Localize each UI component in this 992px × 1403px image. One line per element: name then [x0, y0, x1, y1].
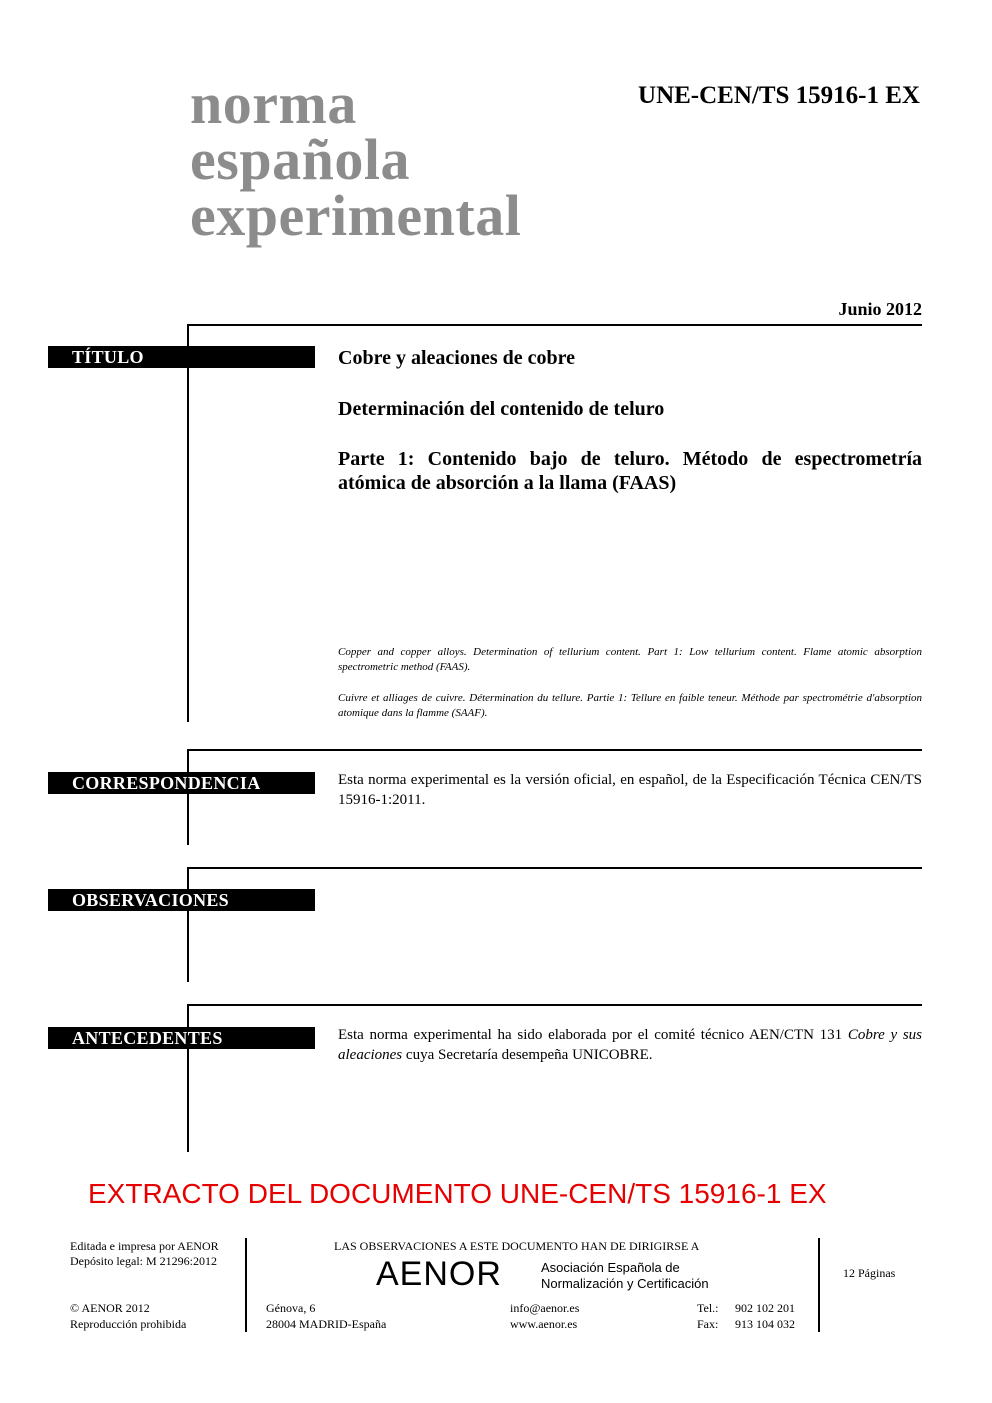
footer-fax: 913 104 032: [735, 1317, 795, 1331]
section-vrule-correspondencia: [187, 749, 189, 845]
footer-tel: 902 102 201: [735, 1301, 795, 1315]
english-title: Copper and copper alloys. Determination of tellurium content. Part 1: Low tellurium content. Flame atomic absorption spectrometric method (FAAS).: [338, 646, 922, 673]
footer-web[interactable]: www.aenor.es: [510, 1317, 578, 1331]
section-label-observaciones-text: OBSERVACIONES: [72, 890, 229, 910]
title-line-2: española: [190, 127, 410, 192]
antecedentes-text-a: Esta norma experimental ha sido elaborada por el comité técnico AEN/CTN 131: [338, 1027, 848, 1043]
antecedentes-text: [338, 1025, 922, 1065]
section-vrule-titulo: [187, 324, 189, 722]
aenor-subtitle-line-1: Asociación Española de: [541, 1260, 680, 1275]
title-line-part1: Parte 1: Contenido bajo de teluro. Método de espectrometría atómica de absorción a la llama (FAAS): [338, 448, 922, 494]
footer-address-2: 28004 MADRID-España: [266, 1317, 387, 1331]
footer-divider-left: [245, 1238, 247, 1332]
section-label-antecedentes: [48, 1027, 315, 1049]
footer-address-1: Génova, 6: [266, 1301, 316, 1315]
correspondencia-text: Esta norma experimental es la versión oficial, en español, de la Especificación Técnica CEN/TS 15916-1:2011.: [338, 772, 922, 808]
footer-reproduccion: Reproducción prohibida: [70, 1317, 187, 1331]
footer-edited: Editada e impresa por AENOR: [70, 1239, 219, 1253]
title-line-3: experimental: [190, 183, 522, 248]
section-rule-titulo: [187, 324, 922, 326]
section-rule-observaciones: [187, 867, 922, 869]
document-type-title: [190, 71, 522, 248]
footer-divider-right: [818, 1238, 820, 1332]
section-label-correspondencia-text: CORRESPONDENCIA: [72, 773, 261, 793]
document-code: UNE-CEN/TS 15916-1 EX: [638, 82, 920, 109]
aenor-logo: AENOR: [376, 1255, 502, 1293]
section-rule-correspondencia: [187, 749, 922, 751]
extract-notice: EXTRACTO DEL DOCUMENTO UNE-CEN/TS 15916-1 EX: [88, 1178, 827, 1209]
publication-date: Junio 2012: [838, 299, 922, 319]
footer-tel-label: Tel.:: [697, 1301, 719, 1315]
footer-deposito: Depósito legal: M 21296:2012: [70, 1254, 217, 1268]
title-line-1: norma: [190, 71, 357, 136]
section-label-correspondencia: [48, 772, 315, 794]
section-label-titulo: [48, 346, 315, 368]
section-label-antecedentes-text: ANTECEDENTES: [72, 1028, 223, 1048]
footer-page-count: 12 Páginas: [843, 1266, 896, 1280]
section-vrule-observaciones: [187, 867, 189, 982]
antecedentes-text-b: cuya Secretaría desempeña UNICOBRE.: [402, 1047, 653, 1063]
aenor-logo-subtitle: [541, 1260, 709, 1292]
section-label-observaciones: [48, 889, 315, 911]
aenor-subtitle-line-2: Normalización y Certificación: [541, 1276, 709, 1291]
title-line-determination: Determinación del contenido de teluro: [338, 398, 665, 420]
footer-copyright: © AENOR 2012: [70, 1301, 150, 1315]
footer-observaciones-note: LAS OBSERVACIONES A ESTE DOCUMENTO HAN DE DIRIGIRSE A: [334, 1239, 700, 1253]
french-title: Cuivre et alliages de cuivre. Détermination du tellure. Partie 1: Tellure en faible teneur. Méthode par spectrométrie d'absorption atomique dans la flamme (SAAF).: [338, 692, 922, 719]
footer-fax-label: Fax:: [697, 1317, 719, 1331]
antecedentes-committee-name: Cobre y sus aleaciones: [338, 1027, 922, 1063]
footer-email[interactable]: info@aenor.es: [510, 1301, 580, 1315]
title-line-copper: Cobre y aleaciones de cobre: [338, 347, 576, 369]
section-rule-antecedentes: [187, 1004, 922, 1006]
section-label-titulo-text: TÍTULO: [72, 347, 144, 367]
